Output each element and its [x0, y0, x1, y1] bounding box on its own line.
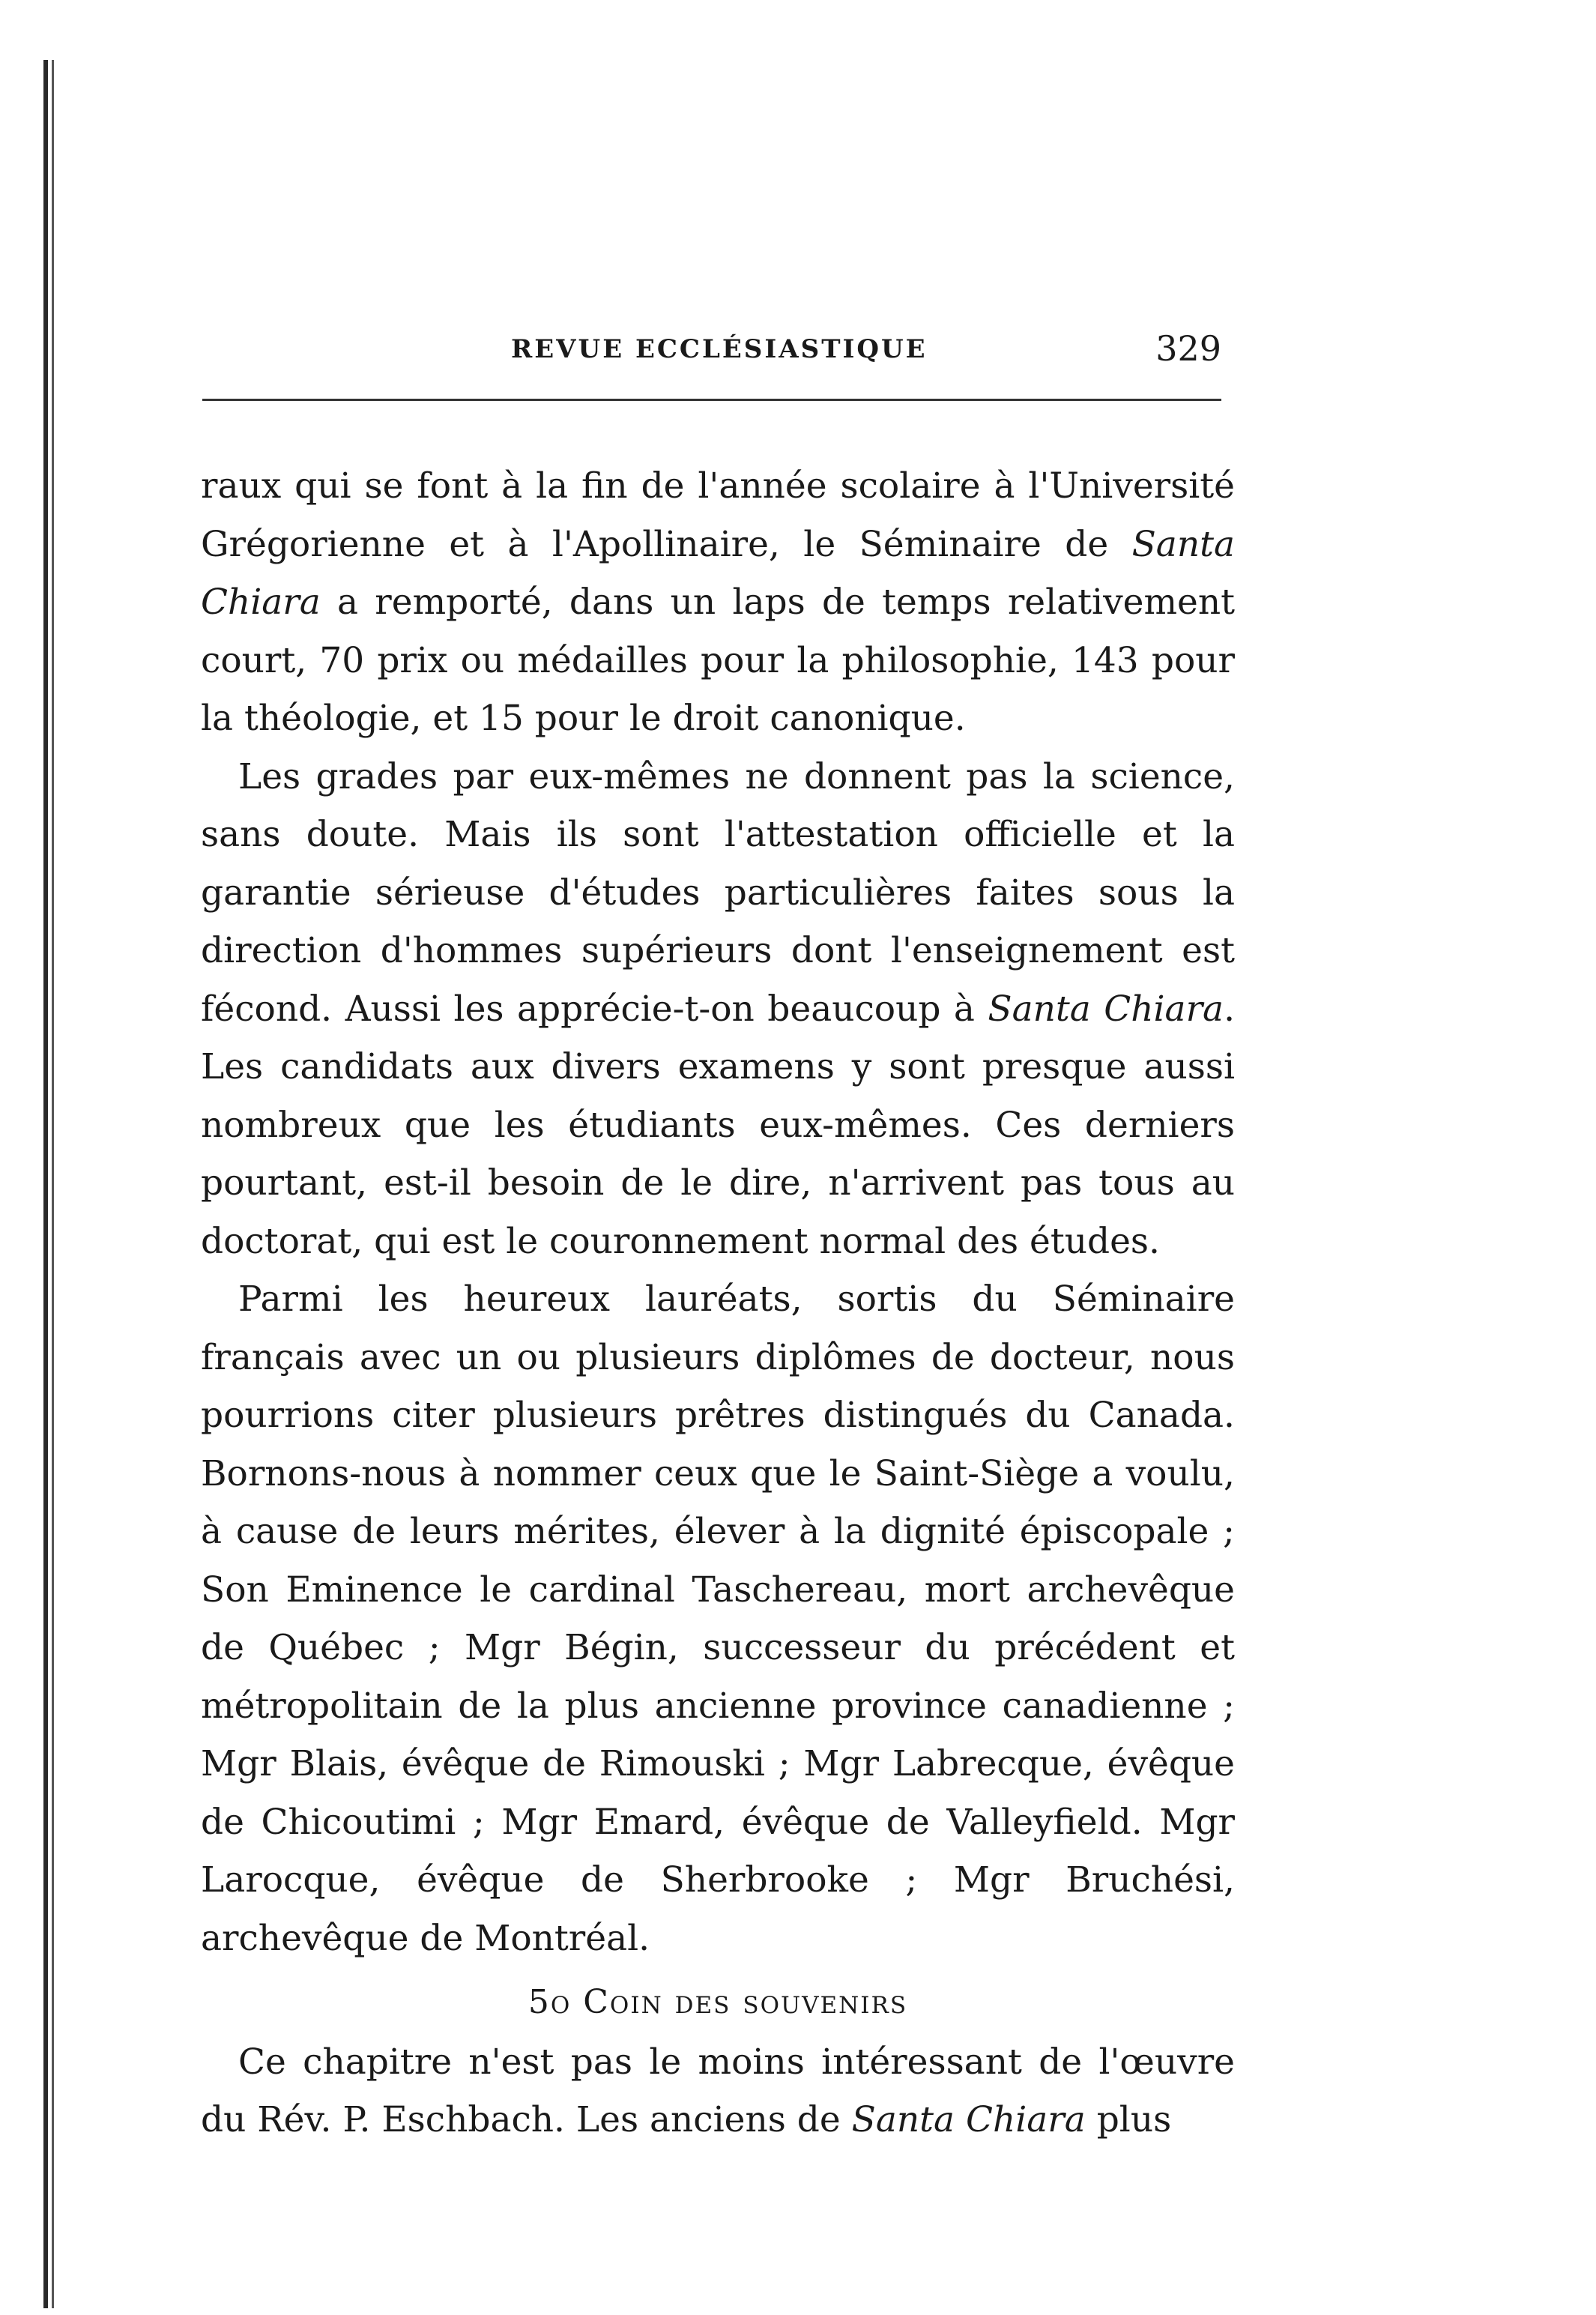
running-title: REVUE ECCLÉSIASTIQUE — [511, 334, 928, 364]
page-binding-edge — [43, 60, 54, 2308]
page-header — [202, 328, 1221, 381]
body-text — [201, 457, 1235, 2149]
header-rule — [202, 399, 1221, 401]
paragraph-2: Les grades par eux-mêmes ne donnent pas la science, sans doute. Mais ils sont l'attestation officielle et la garantie sérieuse d'études particulières faites sous la direction d'hommes supérieurs dont l'enseignement est fécond. Aussi les apprécie-t-on beaucoup à Santa Chiara. Les candidats aux divers examens y sont presque aussi nombreux que les étudiants eux-mêmes. Ces derniers pourtant, est-il besoin de le dire, n'arrivent pas tous au doctorat, qui est le couronnement normal des études. — [201, 755, 1236, 1262]
page-number: 329 — [1155, 328, 1221, 369]
italic-santa-chiara: Santa Chiara — [851, 2099, 1086, 2140]
paragraph-4: Ce chapitre n'est pas le moins intéressant de l'œuvre du Rév. P. Eschbach. Les anciens de Santa Chiara plus — [201, 2041, 1235, 2140]
italic-santa-chiara: Santa Chiara — [201, 523, 1235, 623]
section-heading: 5o Coin des souvenirs — [528, 1983, 908, 2021]
paragraph-3: Parmi les heureux lauréats, sortis du Séminaire français avec un ou plusieurs diplômes de docteur, nous pourrions citer plusieurs prêtres distingués du Canada. Bornons-nous à nommer ceux que le Saint-Siège a voulu, à cause de leurs mérites, élever à la dignité épiscopale ; Son Eminence le cardinal Taschereau, mort archevêque de Québec ; Mgr Bégin, successeur du précédent et métropolitain de la plus ancienne province canadienne ; Mgr Blais, évêque de Rimouski ; Mgr Labrecque, évêque de Chicoutimi ; Mgr Emard, évêque de Valleyfield. Mgr Larocque, évêque de Sherbrooke ; Mgr Bruchési, archevêque de Montréal. — [201, 1279, 1235, 1959]
italic-santa-chiara: Santa Chiara — [988, 988, 1224, 1030]
paragraph-1: raux qui se font à la fin de l'année scolaire à l'Université Grégorienne et à l'Apollinaire, le Séminaire de Santa Chiara a remporté, dans un laps de temps relativement court, 70 prix ou médailles pour la philosophie, 143 pour la théologie, et 15 pour le droit canonique. — [201, 465, 1235, 739]
